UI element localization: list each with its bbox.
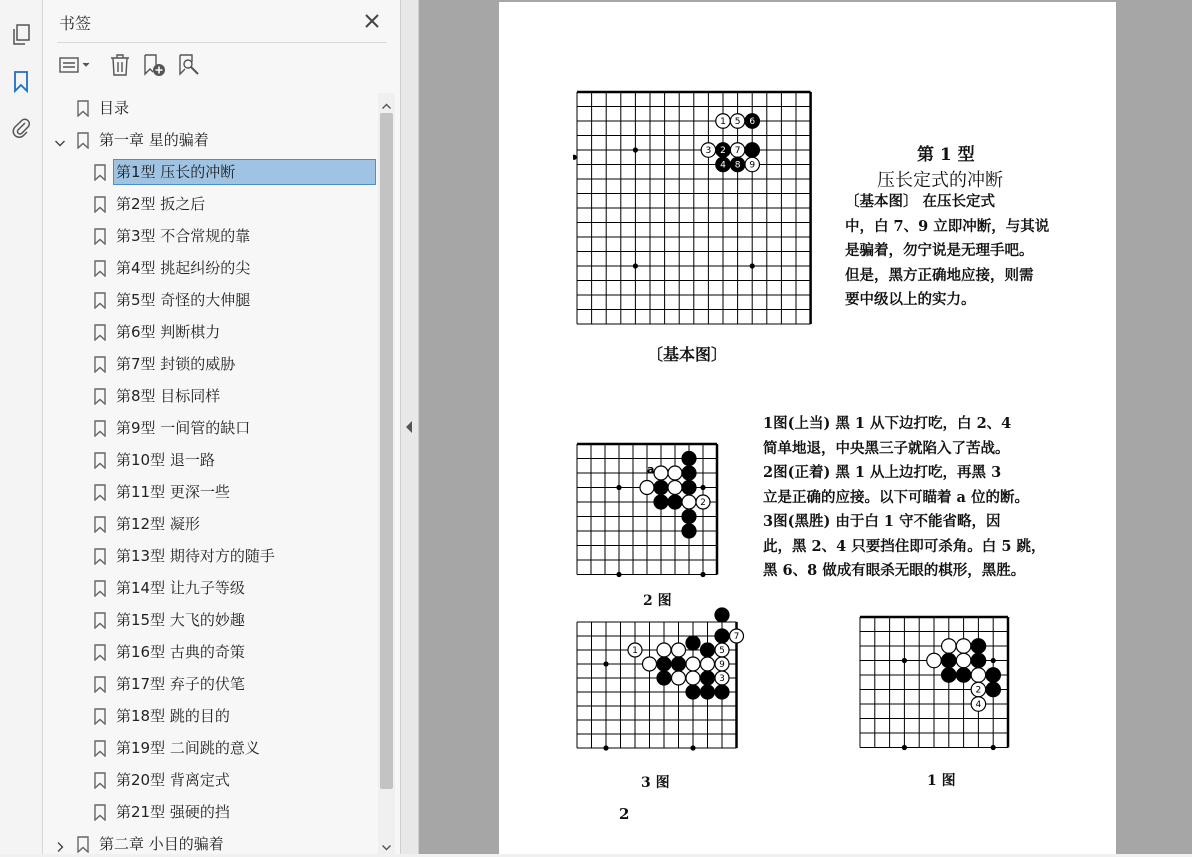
bookmark-label: 第11型 更深一些 bbox=[116, 483, 230, 501]
black-stone bbox=[715, 608, 729, 622]
bookmark-item[interactable] bbox=[43, 222, 378, 250]
bookmark-label: 第7型 封锁的威胁 bbox=[116, 355, 236, 373]
black-stone bbox=[971, 653, 986, 668]
label-a: a bbox=[647, 463, 655, 476]
bookmark-icon bbox=[94, 548, 106, 565]
bookmark-label: 目录 bbox=[99, 99, 130, 117]
bookmark-search-icon bbox=[177, 53, 201, 77]
stone-number: 5 bbox=[734, 117, 741, 128]
black-stone bbox=[971, 639, 986, 654]
white-stone bbox=[654, 466, 668, 480]
bookmark-label: 第10型 退一路 bbox=[116, 451, 215, 469]
bookmark-label: 第14型 让九子等级 bbox=[116, 579, 245, 597]
bookmark-label: 第20型 背离定式 bbox=[116, 771, 230, 789]
page-number: 2 bbox=[619, 805, 630, 823]
stone-number: 7 bbox=[733, 631, 740, 642]
bookmark-icon bbox=[94, 676, 106, 693]
notes-line: 3图(黑胜) 由于白 1 守不能省略，因 bbox=[763, 513, 1001, 530]
stone-number: 2 bbox=[975, 685, 982, 696]
add-bookmark-icon bbox=[142, 53, 166, 77]
white-stone bbox=[701, 657, 715, 671]
pattern-subheading: 压长定式的冲断 bbox=[877, 170, 1003, 191]
bookmark-item[interactable] bbox=[43, 542, 378, 570]
star-point bbox=[991, 745, 996, 750]
bookmark-label: 第19型 二间跳的意义 bbox=[116, 739, 260, 757]
bookmark-label: 第18型 跳的目的 bbox=[116, 707, 230, 725]
notes-line: 此，黑 2、4 只要挡住即可杀角。白 5 跳， bbox=[763, 537, 1046, 555]
list-options-icon bbox=[57, 55, 93, 75]
black-stone bbox=[686, 685, 700, 699]
figure-3-board bbox=[573, 606, 753, 766]
notes-line: 简单地退，中央黑三子就陷入了苦战。 bbox=[763, 439, 1010, 457]
black-stone bbox=[654, 495, 668, 509]
bookmark-item[interactable] bbox=[43, 766, 378, 794]
white-stone bbox=[643, 657, 657, 671]
bookmarks-panel bbox=[43, 0, 401, 854]
white-stone bbox=[640, 481, 654, 495]
scroll-down-icon[interactable] bbox=[381, 838, 392, 849]
bookmark-icon bbox=[94, 356, 106, 373]
bookmark-item[interactable] bbox=[43, 446, 378, 474]
bookmark-icon bbox=[94, 260, 106, 277]
notes-line: 2图(正着) 黑 1 从上边打吃，再黑 3 bbox=[763, 464, 1002, 481]
bookmark-icon bbox=[94, 516, 106, 533]
new-bookmark-button[interactable] bbox=[142, 52, 168, 78]
stone-number: 7 bbox=[734, 146, 741, 157]
document-viewer[interactable] bbox=[419, 0, 1192, 854]
black-stone bbox=[686, 636, 700, 650]
black-stone bbox=[942, 653, 957, 668]
chevron-down-icon[interactable] bbox=[54, 134, 66, 146]
bookmark-icon bbox=[94, 804, 106, 821]
bookmark-label: 第12型 凝形 bbox=[116, 515, 200, 533]
panel-header bbox=[43, 0, 400, 42]
basic-diagram-board bbox=[573, 88, 823, 334]
figure-1-board bbox=[855, 612, 1025, 764]
bookmark-item[interactable] bbox=[43, 670, 378, 698]
white-stone bbox=[971, 668, 986, 683]
pdf-page bbox=[499, 2, 1116, 854]
white-stone bbox=[686, 657, 700, 671]
intro-paragraph bbox=[845, 190, 1049, 313]
figure-2-caption: 2 图 bbox=[643, 593, 672, 609]
bookmark-item[interactable] bbox=[43, 606, 378, 634]
black-stone bbox=[682, 524, 696, 538]
stone-number: 4 bbox=[720, 160, 726, 171]
bookmark-label: 第5型 奇怪的大伸腿 bbox=[116, 291, 251, 309]
white-stone bbox=[927, 653, 942, 668]
star-point bbox=[603, 661, 608, 666]
star-point bbox=[991, 658, 996, 663]
bookmark-item[interactable] bbox=[43, 350, 378, 378]
bookmark-item[interactable] bbox=[43, 510, 378, 538]
bookmark-icon bbox=[94, 644, 106, 661]
figure-2-board bbox=[573, 438, 733, 588]
black-stone bbox=[701, 685, 715, 699]
page-thumbnails-icon[interactable] bbox=[8, 22, 34, 48]
bookmark-label: 第1型 压长的冲断 bbox=[116, 163, 236, 181]
star-point bbox=[700, 572, 705, 577]
stone-number: 3 bbox=[705, 146, 712, 157]
bookmark-tree bbox=[43, 93, 378, 854]
bookmark-item[interactable] bbox=[43, 414, 378, 442]
bookmark-icon bbox=[94, 228, 106, 245]
bookmark-label: 第4型 挑起纠纷的尖 bbox=[116, 259, 251, 277]
black-stone bbox=[745, 143, 760, 158]
black-stone bbox=[701, 643, 715, 657]
chevron-right-icon[interactable] bbox=[54, 838, 66, 850]
black-stone bbox=[682, 452, 696, 466]
bookmark-label: 第16型 古典的奇策 bbox=[116, 643, 245, 661]
star-point bbox=[603, 745, 608, 750]
bookmark-icon bbox=[94, 452, 106, 469]
navigation-rail bbox=[0, 0, 43, 854]
bookmark-toolbar bbox=[43, 46, 400, 84]
notes-line: 立是正确的应接。以下可瞄着 a 位的断。 bbox=[763, 488, 1029, 506]
intro-line: 〔基本图〕 在压长定式 bbox=[845, 193, 996, 210]
notes-paragraph bbox=[763, 412, 1045, 584]
white-stone bbox=[682, 495, 696, 509]
black-stone bbox=[715, 629, 729, 643]
bookmark-item[interactable] bbox=[43, 702, 378, 730]
bookmark-icon bbox=[94, 292, 106, 309]
figure-3-caption: 3 图 bbox=[641, 775, 670, 791]
bookmark-icon bbox=[94, 164, 106, 181]
white-stone bbox=[942, 639, 957, 654]
bookmark-item[interactable] bbox=[43, 158, 378, 186]
stone-number: 6 bbox=[749, 117, 756, 128]
black-stone bbox=[701, 671, 715, 685]
stone-number: 1 bbox=[720, 117, 726, 128]
panel-title: 书签 bbox=[59, 14, 92, 33]
black-stone bbox=[657, 671, 671, 685]
bookmark-item[interactable] bbox=[43, 254, 378, 282]
bookmark-item[interactable] bbox=[43, 734, 378, 762]
bookmark-icon bbox=[94, 388, 106, 405]
find-bookmark-button[interactable] bbox=[177, 52, 203, 78]
intro-line: 要中级以上的实力。 bbox=[845, 291, 976, 308]
black-stone bbox=[682, 481, 696, 495]
star-point bbox=[616, 572, 621, 577]
scroll-up-icon[interactable] bbox=[381, 97, 392, 108]
trash-icon bbox=[109, 53, 131, 77]
star-point bbox=[902, 745, 907, 750]
bookmark-item[interactable] bbox=[43, 318, 378, 346]
black-stone bbox=[986, 682, 1001, 697]
bookmark-label: 第3型 不合常规的靠 bbox=[116, 227, 251, 245]
bookmark-panel-icon[interactable] bbox=[8, 69, 34, 95]
bookmark-scrollbar[interactable] bbox=[378, 93, 395, 854]
black-stone bbox=[715, 685, 729, 699]
star-point bbox=[616, 485, 621, 490]
bookmark-label: 第13型 期待对方的随手 bbox=[116, 547, 275, 565]
white-stone bbox=[672, 643, 686, 657]
black-stone bbox=[682, 510, 696, 524]
bookmark-item[interactable] bbox=[43, 286, 378, 314]
stone-number: 9 bbox=[749, 160, 756, 171]
close-icon[interactable] bbox=[361, 10, 383, 32]
stone-number: 4 bbox=[975, 700, 982, 711]
star-point bbox=[633, 263, 638, 268]
bookmark-label: 第9型 一间管的缺口 bbox=[116, 419, 251, 437]
white-stone bbox=[668, 466, 682, 480]
bookmark-icon bbox=[94, 740, 106, 757]
scrollbar-thumb[interactable] bbox=[380, 113, 393, 789]
black-stone bbox=[942, 668, 957, 683]
bookmark-icon bbox=[94, 580, 106, 597]
intro-line: 是骗着，勿宁说是无理手吧。 bbox=[845, 242, 1034, 259]
bookmark-item[interactable] bbox=[43, 382, 378, 410]
bookmark-label: 第6型 判断棋力 bbox=[116, 323, 221, 341]
attachments-icon[interactable] bbox=[8, 115, 34, 141]
bookmark-label: 第15型 大飞的妙趣 bbox=[116, 611, 245, 629]
bookmark-chapter-item[interactable] bbox=[43, 94, 378, 122]
white-stone bbox=[686, 671, 700, 685]
white-stone bbox=[668, 481, 682, 495]
star-point bbox=[750, 263, 755, 268]
bookmark-label: 第二章 小目的骗着 bbox=[99, 835, 224, 853]
delete-bookmark-button[interactable] bbox=[109, 52, 133, 78]
bookmark-icon bbox=[94, 196, 106, 213]
bookmark-label: 第21型 强硬的挡 bbox=[116, 803, 230, 821]
black-stone bbox=[668, 495, 682, 509]
bookmark-icon bbox=[94, 420, 106, 437]
figure-1-caption: 1 图 bbox=[927, 773, 956, 789]
stone-number: 1 bbox=[632, 645, 638, 656]
black-stone bbox=[986, 668, 1001, 683]
white-stone bbox=[657, 643, 671, 657]
bookmark-chapter-item[interactable] bbox=[43, 830, 378, 854]
options-menu-button[interactable] bbox=[57, 52, 95, 78]
bookmark-label: 第2型 扳之后 bbox=[116, 195, 206, 213]
bookmark-icon bbox=[94, 324, 106, 341]
white-stone bbox=[672, 671, 686, 685]
stone-number: 2 bbox=[700, 497, 706, 508]
black-stone bbox=[657, 657, 671, 671]
star-point bbox=[573, 155, 577, 160]
stone-number: 3 bbox=[719, 673, 725, 684]
basic-diagram-caption: 〔基本图〕 bbox=[647, 345, 728, 364]
bookmark-icon bbox=[94, 708, 106, 725]
bookmark-item[interactable] bbox=[43, 638, 378, 666]
intro-line: 但是，黑方正确地应接，则需 bbox=[845, 266, 1034, 284]
stone-number: 5 bbox=[719, 645, 725, 656]
notes-line: 1图(上当) 黑 1 从下边打吃，白 2、4 bbox=[763, 415, 1012, 432]
bookmark-label: 第8型 目标同样 bbox=[116, 387, 221, 405]
bookmark-label: 第一章 星的骗着 bbox=[99, 131, 209, 149]
bookmark-icon bbox=[94, 484, 106, 501]
panel-splitter[interactable] bbox=[401, 0, 419, 854]
stone-number: 9 bbox=[719, 659, 725, 670]
black-stone bbox=[956, 668, 971, 683]
notes-line: 黑 6、8 做成有眼杀无眼的棋形，黑胜。 bbox=[763, 562, 1026, 579]
collapse-panel-icon[interactable] bbox=[405, 420, 414, 434]
bookmark-item[interactable] bbox=[43, 478, 378, 506]
bookmark-chapter-item[interactable] bbox=[43, 126, 378, 154]
star-point bbox=[902, 658, 907, 663]
bookmark-icon bbox=[77, 132, 89, 149]
white-stone bbox=[956, 653, 971, 668]
bookmark-item[interactable] bbox=[43, 574, 378, 602]
pattern-heading: 第 1 型 bbox=[917, 145, 975, 165]
black-stone bbox=[654, 481, 668, 495]
star-point bbox=[700, 485, 705, 490]
bookmark-item[interactable] bbox=[43, 190, 378, 218]
bookmark-icon bbox=[94, 772, 106, 789]
bookmark-label: 第17型 弃子的伏笔 bbox=[116, 675, 245, 693]
white-stone bbox=[956, 639, 971, 654]
star-point bbox=[633, 147, 638, 152]
bookmark-icon bbox=[77, 100, 89, 117]
star-point bbox=[690, 745, 695, 750]
stone-number: 8 bbox=[734, 160, 741, 171]
black-stone bbox=[672, 657, 686, 671]
divider bbox=[57, 42, 387, 43]
bookmark-icon bbox=[77, 836, 89, 853]
bookmark-item[interactable] bbox=[43, 798, 378, 826]
bookmark-icon bbox=[94, 612, 106, 629]
intro-line: 中，白 7、9 立即冲断，与其说 bbox=[845, 217, 1050, 235]
black-stone bbox=[682, 466, 696, 480]
stone-number: 2 bbox=[720, 146, 726, 157]
